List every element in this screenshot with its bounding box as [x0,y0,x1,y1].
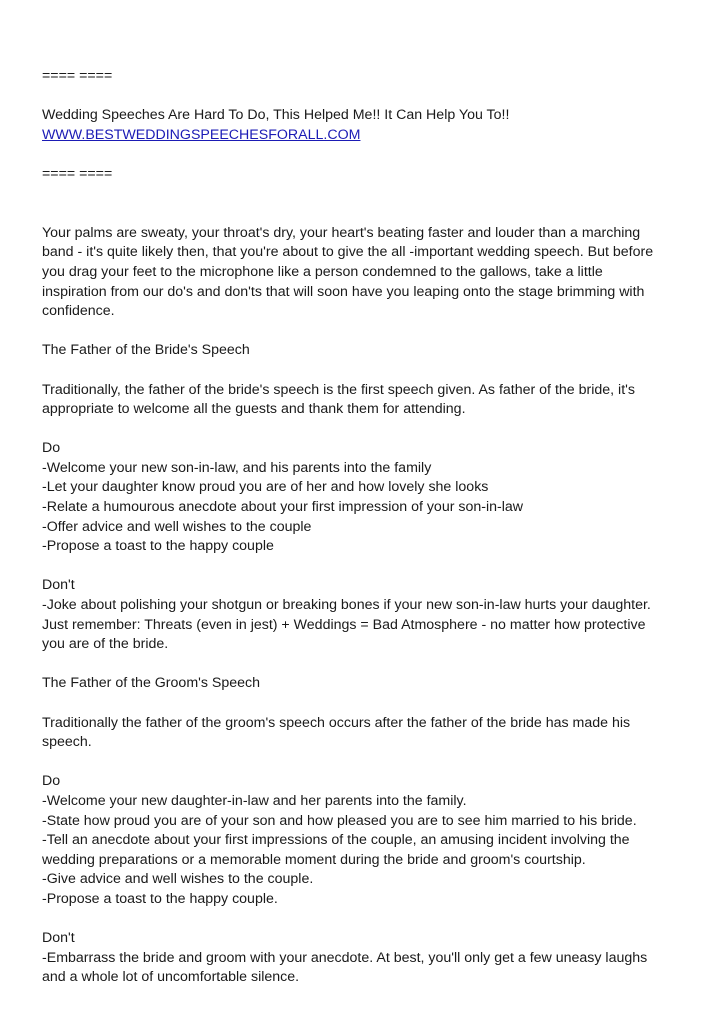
bride-father-heading: The Father of the Bride's Speech [42,342,250,359]
bride-father-dont-label: Don't [42,577,75,594]
list-item: -Give advice and well wishes to the couple. [42,871,314,888]
groom-father-dont-list [42,949,702,988]
spacer [42,753,702,773]
list-item: Just remember: Threats (even in jest) + Weddings = Bad Atmosphere - no matter how protective [42,616,646,633]
intro-line: confidence. [42,303,115,320]
spacer [42,655,702,675]
list-item: -Relate a humourous anecdote about your first impression of your son-in-law [42,499,524,516]
spacer [42,322,702,342]
separator-bottom: ==== ==== [42,165,113,182]
website-link[interactable]: WWW.BESTWEDDINGSPEECHESFORALL.COM [42,126,361,143]
list-item: -Welcome your new daughter-in-law and her parents into the family. [42,792,467,809]
spacer [42,185,702,205]
groom-father-do-label: Do [42,773,61,790]
spacer [42,557,702,577]
bride-father-summary [42,381,702,420]
spacer [42,694,702,714]
list-item: -Welcome your new son-in-law, and his parents into the family [42,459,432,476]
summary-line: Traditionally the father of the groom's speech occurs after the father of the bride has made his [42,714,631,731]
summary-line: speech. [42,734,92,751]
bride-father-do-list [42,459,702,557]
spacer [42,87,702,107]
list-item: -Joke about polishing your shotgun or breaking bones if your new son-in-law hurts your daughter. [42,597,651,614]
list-item: and a whole lot of uncomfortable silence. [42,969,300,986]
list-item: -Propose a toast to the happy couple [42,538,274,555]
headline: Wedding Speeches Are Hard To Do, This Helped Me!! It Can Help You To!! [42,107,510,124]
bride-father-dont-list [42,596,702,655]
spacer [42,361,702,381]
groom-father-dont-label: Don't [42,930,75,947]
groom-father-summary [42,714,702,753]
list-item: wedding preparations or a memorable moment during the bride and groom's courtship. [42,851,586,868]
list-item: you are of the bride. [42,636,169,653]
spacer [42,910,702,930]
separator-top: ==== ==== [42,68,113,84]
groom-father-do-list [42,792,702,910]
list-item: -Embarrass the bride and groom with your anecdote. At best, you'll only get a few uneasy laughs [42,949,648,966]
intro-line: inspiration from our do's and don'ts that will soon have you leaping onto the stage brimming with [42,283,645,300]
list-item: -Propose a toast to the happy couple. [42,890,278,907]
intro-line: Your palms are sweaty, your throat's dry, your heart's beating faster and louder than a marching [42,224,641,241]
groom-father-heading: The Father of the Groom's Speech [42,675,260,692]
summary-line: Traditionally, the father of the bride's speech is the first speech given. As father of the bride, it's [42,381,635,398]
list-item: -Let your daughter know proud you are of her and how lovely she looks [42,479,489,496]
intro-line: band - it's quite likely then, that you're about to give the all -important wedding speech. But before [42,244,654,261]
document-page [42,67,702,988]
intro-line: you drag your feet to the microphone like a person condemned to the gallows, take a little [42,263,603,280]
spacer [42,204,702,224]
spacer [42,145,702,165]
bride-father-do-label: Do [42,440,61,457]
spacer [42,420,702,440]
intro-paragraph [42,224,702,322]
list-item: -State how proud you are of your son and how pleased you are to see him married to his bride. [42,812,637,829]
list-item: -Tell an anecdote about your first impressions of the couple, an amusing incident involving the [42,832,630,849]
list-item: -Offer advice and well wishes to the couple [42,518,312,535]
summary-line: appropriate to welcome all the guests and thank them for attending. [42,401,466,418]
